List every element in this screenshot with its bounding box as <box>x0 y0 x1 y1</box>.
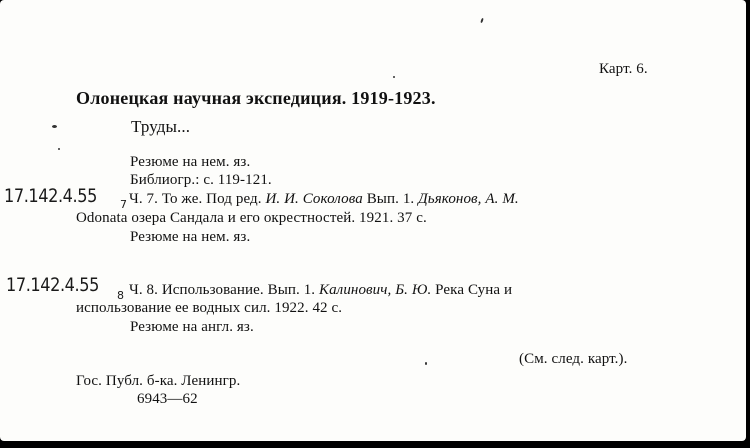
shelfmark-handwritten: 17.142.4.55 <box>6 274 99 296</box>
entry-7-line2: Odonata озера Сандала и его окрестностей. 1921. 37 с. <box>76 210 427 226</box>
library-name: Гос. Публ. б-ка. Ленингр. <box>76 373 241 389</box>
continuation-note: (См. след. карт.). <box>519 351 628 367</box>
entry-8-note: Резюме на англ. яз. <box>130 319 254 335</box>
dust-speck <box>425 362 427 365</box>
entry-7-issue: Вып. 1. <box>366 191 415 207</box>
entry-8-line1 <box>129 283 512 298</box>
dust-speck <box>480 18 484 23</box>
shelfmark-sub: 8 <box>117 289 124 302</box>
entry-8-suffix: Река Суна и <box>435 282 513 298</box>
note-bibliography: Библиогр.: с. 119-121. <box>130 172 272 188</box>
entry-7-prefix: Ч. 7. То же. Под ред. <box>129 191 262 207</box>
entry-7-line1 <box>129 192 519 207</box>
entry-7-author: Дьяконов, А. М. <box>418 191 519 207</box>
shelfmark-sub: 7 <box>120 198 127 211</box>
card-number: Карт. 6. <box>599 61 648 77</box>
entry-7-note: Резюме на нем. яз. <box>130 229 251 245</box>
subheading: Труды... <box>131 117 191 136</box>
note-summary-german: Резюме на нем. яз. <box>130 154 251 170</box>
dust-speck <box>52 125 57 128</box>
entry-8-line2: использование ее водных сил. 1922. 42 с. <box>76 300 343 316</box>
heading: Олонецкая научная экспедиция. 1919-1923. <box>76 88 436 108</box>
shelfmark-handwritten: 17.142.4.55 <box>4 185 97 207</box>
dust-speck <box>393 76 395 78</box>
entry-8-author: Калинович, Б. Ю. <box>319 282 432 298</box>
entry-7-editor: И. И. Соколова <box>265 191 363 207</box>
print-number: 6943—62 <box>137 391 198 407</box>
dust-speck <box>58 148 60 150</box>
entry-8-prefix: Ч. 8. Использование. Вып. 1. <box>129 282 316 298</box>
